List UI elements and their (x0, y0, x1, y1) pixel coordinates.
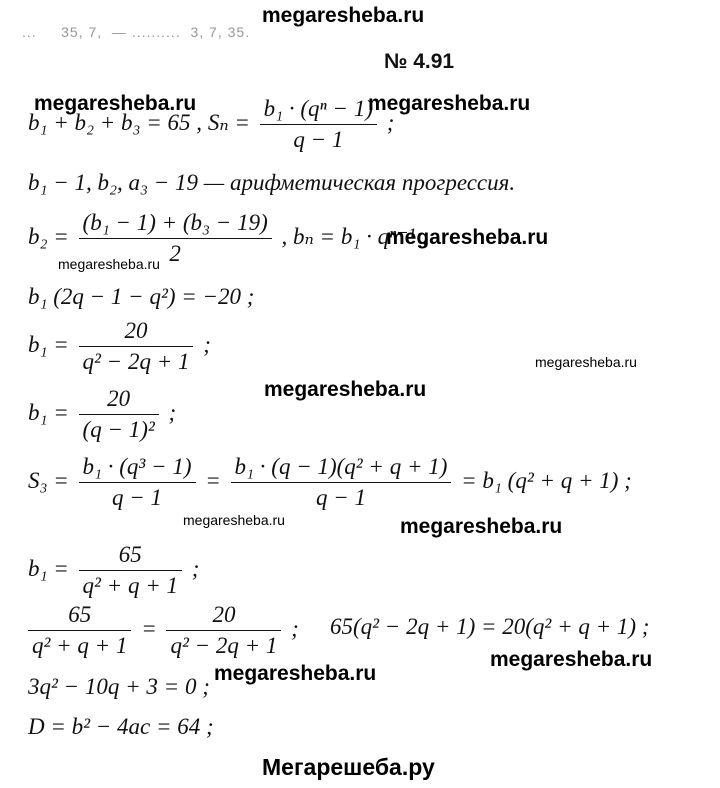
equation-cross-multiplied: 65(q² − 2q + 1) = 20(q² + q + 1) ; (330, 614, 650, 639)
fraction-right: $\frac{20}{\text{q² − 2q + 1}}$ (166, 602, 281, 659)
fraction-left: $\frac{65}{\text{q² + q + 1}}$ (28, 602, 131, 659)
watermark: megaresheba.ru (214, 662, 377, 685)
equation-s3: S₃ = $\frac{\text{b₁ · (q³ − 1)}}{q - 1}$ = $\frac{\text{b₁ · (q − 1)(q² + q + 1)}}{q - 1}$ = b₁ (q² + q + 1) ; (28, 454, 632, 510)
equation-b1-fraction-3: b₁ = $\frac{65}{\text{q² + q + 1}}$ ; (28, 542, 200, 598)
equation-equal-fractions: $\frac{65}{\text{q² + q + 1}}$ = $\frac{20}{\text{q² − 2q + 1}}$ ; (24, 602, 299, 659)
watermark-small: megaresheba.ru (183, 512, 285, 528)
watermark: megaresheba.ru (400, 515, 563, 538)
fraction-b1-1: $\frac{20}{\text{q² − 2q + 1}}$ (79, 318, 194, 375)
watermark-small: megaresheba.ru (535, 354, 637, 370)
fraction-s3-2: $\frac{\text{b₁ · (q − 1)(q² + q + 1)}}{q - 1}$ (231, 454, 452, 511)
problem-number: № 4.91 (384, 50, 455, 73)
fraction-sn: $\frac{\text{b₁ · (qⁿ − 1)}}{q - 1}$ (260, 96, 377, 153)
equation-b1-product: b₁ (2q − 1 − q²) = −20 ; (28, 284, 255, 309)
fraction-b2: $\frac{\text{(b₁ − 1) + (b₃ − 19)}}{2}$ (79, 210, 272, 267)
watermark: megaresheba.ru (490, 648, 653, 671)
footer-watermark: Мегарешеба.ру (262, 754, 435, 780)
equation-b1-fraction-1: b₁ = $\frac{20}{\text{q² − 2q + 1}}$ ; (28, 318, 211, 374)
fraction-b1-2: $\frac{20}{\text{(q − 1)²}}$ (79, 386, 159, 443)
equation-sum-and-sn: b₁ + b₂ + b₃ = 65 , Sₙ = $\frac{\text{b₁ · (qⁿ − 1)}}{q - 1}$ ; (28, 96, 395, 152)
watermark-small: megaresheba.ru (58, 256, 160, 272)
watermark: megaresheba.ru (264, 378, 427, 401)
equation-discriminant: D = b² − 4ac = 64 ; (28, 714, 214, 739)
arithmetic-progression-line: b₁ − 1, b₂, a₃ − 19 — арифметическая прогрессия. (28, 170, 516, 195)
equation-b2: b₂ = $\frac{\text{(b₁ − 1) + (b₃ − 19)}}{2}$ , bₙ = b₁ · qⁿ⁻¹ ; (28, 210, 429, 266)
watermark: megaresheba.ru (386, 226, 549, 249)
equation-quadratic: 3q² − 10q + 3 = 0 ; (28, 674, 210, 699)
faint-top-line: ... 35, 7, — .......... 3, 7, 35. (22, 24, 251, 40)
fraction-s3-1: $\frac{\text{b₁ · (q³ − 1)}}{q - 1}$ (79, 454, 196, 511)
watermark: megaresheba.ru (34, 92, 197, 115)
header-watermark: megaresheba.ru (262, 4, 425, 27)
equation-b1-fraction-2: b₁ = $\frac{20}{\text{(q − 1)²}}$ ; (28, 386, 177, 442)
fraction-b1-3: $\frac{65}{\text{q² + q + 1}}$ (79, 542, 182, 599)
watermark: megaresheba.ru (368, 92, 531, 115)
